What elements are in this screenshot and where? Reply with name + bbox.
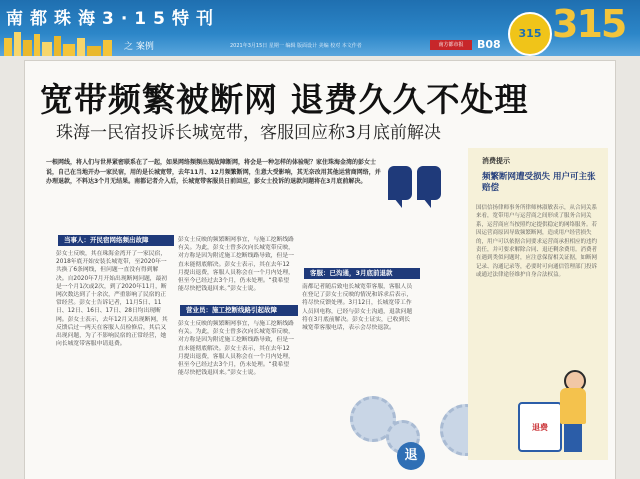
skyline-illustration: [0, 28, 120, 56]
section-body-2-top: 彭女士反映的频繁断网事宜，与施工挖断线路有关。为此，彭女士曾多次向长城宽带反映，对方称是因为附近施工挖断线路导致，但是一直未能彻底解决。彭女士表示，其在去年12月提出退费，客服人员称会在一个月内处理，但至今已经过去3个月，仍未处理。“我希望能尽快把钱退回来。”彭女士说。: [178, 237, 294, 293]
big-315-number: 315: [552, 2, 626, 46]
refund-chip: 退: [397, 442, 425, 470]
banner-title: 南都珠海3·15特刊: [6, 9, 220, 29]
consumer-day-badge: [508, 12, 552, 56]
section-heading-3: 客服：已沟通，3月底前退款: [304, 268, 420, 279]
section-heading-1: 当事人：开民宿网络频出故障: [58, 235, 174, 246]
section-body-1: 彭女士反映，其在珠海金湾开了一家民宿，2018年底开始安装长城宽带，至2020年一共换了6条网线，但问题一直没有得到解决。自2020年7月开始出现断网问题，最初是一个月1次或2次，到了2020年11月，断网次数达到了十余次，严重影响了民宿的正常经营。彭女士告诉记者，11月5日、11日、12日、16日、17日、28日均出现断网。彭女士表示，去年12月又出现断网，其反馈后过一两天在客服人员检修后，其后又出现问题，为了不影响民宿的正常经营，她向长城宽带客服申请退费。: [56, 251, 168, 348]
sidebar-title: 频繁断网遭受损失 用户可主张赔偿: [482, 172, 596, 193]
badge-text: 315: [518, 27, 542, 40]
sidebar-label: 消费提示: [482, 157, 510, 165]
masthead-banner: [0, 0, 640, 56]
article-headline: 宽带频繁被断网 退费久久不处理: [40, 80, 529, 119]
article-lead: 一根网线，将人们与世界紧密联系在了一起，如果网络频频出现故障断网，将会是一种怎样的体验呢？家住珠海金湾的彭女士说，自己在当地开办一家民宿，用的是长城宽带，去年11月、12月频繁断网，生意大受影响，其无奈改用其他运营商网络，并办理退款，不料达3个月无结果。南都记者介入后，长城宽带客服员日前回应，彭女士投诉的退款问题将在3月底前解决。: [46, 159, 381, 185]
section-body-2: 彭女士反映的频繁断网事宜，与施工挖断线路有关。为此，彭女士曾多次向长城宽带反映，对方称是因为附近施工挖断线路导致，但是一直未能彻底解决。彭女士表示，其在去年12月提出退费，客服人员称会在一个月内处理，但至今已经过去3个月，仍未处理。“我希望能尽快把钱退回来。”彭女士说。: [178, 321, 294, 377]
phone-label: 退费: [532, 423, 548, 432]
sidebar-body: 国信信扬律师事务所律师林淑敏表示，从合同关系来看，宽带用户与运营商之间形成了服务合同关系，运营商应当按照约定提供稳定的网络服务。若因运营商原因导致频繁断网，造成用户经营损失的，用户可以依据合同要求运营商承担相应的违约责任，并可要求解除合同、退还剩余费用。消费者在遇到类似问题时，应注意保留相关证据，如断网记录、沟通记录等，必要时可向通信管理部门投诉或通过法律途径维护自身合法权益。: [476, 205, 598, 279]
publication-tag: 南方都市报: [430, 40, 472, 50]
section-label: 之 案例: [124, 42, 154, 52]
page-code: B08: [477, 38, 501, 51]
issue-meta: 2021年3月15日 星期一 编辑 版面设计 美编 校对 本文作者: [230, 43, 362, 49]
section-heading-2: 营业员：施工挖断线路引起故障: [180, 305, 298, 316]
quote-mark-icon: [388, 166, 446, 208]
person-illustration: [556, 370, 590, 454]
section-body-3: 南都记者随后致电长城宽带客服，客服人员在登记了彭女士反映的情况和诉求后表示，将尽快反馈处理。3月12日，长城宽带工作人员回电称，已经与彭女士沟通，退款问题将在3月底前解决。彭女士证实，已收到长城宽带客服电话，表示会尽快退款。: [302, 284, 413, 332]
article-subheadline: 珠海一民宿投诉长城宽带，客服回应称3月底前解决: [56, 123, 441, 143]
